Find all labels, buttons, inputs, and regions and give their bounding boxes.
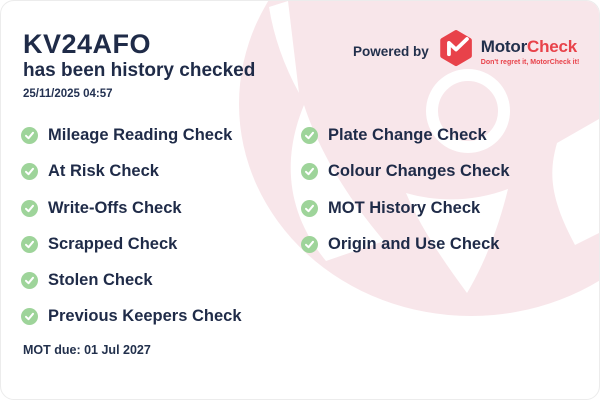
check-item-label: Stolen Check bbox=[48, 271, 153, 290]
check-item-label: Mileage Reading Check bbox=[48, 126, 233, 144]
check-item bbox=[301, 200, 510, 217]
check-circle-icon bbox=[21, 127, 38, 144]
powered-by-block bbox=[353, 29, 579, 74]
title-block bbox=[23, 31, 255, 100]
checks-right-column bbox=[301, 127, 510, 272]
check-item bbox=[21, 163, 242, 180]
check-item-label: Scrapped Check bbox=[48, 234, 178, 253]
check-item bbox=[301, 236, 510, 253]
check-item-label: Write-Offs Check bbox=[48, 198, 182, 217]
check-item-label: Origin and Use Check bbox=[328, 234, 500, 253]
brand-name-motor: Motor bbox=[480, 36, 527, 56]
check-circle-icon bbox=[301, 236, 318, 253]
motorcheck-m-check-icon bbox=[439, 29, 475, 74]
check-item bbox=[21, 308, 242, 325]
check-circle-icon bbox=[21, 272, 38, 289]
check-item-label: Previous Keepers Check bbox=[48, 307, 242, 326]
check-circle-icon bbox=[301, 200, 318, 217]
check-item-label: At Risk Check bbox=[48, 162, 159, 181]
check-circle-icon bbox=[301, 163, 318, 180]
checked-timestamp: 25/11/2025 04:57 bbox=[23, 88, 113, 100]
brand-name bbox=[481, 37, 577, 56]
registration-plate: KV24AFO bbox=[23, 29, 152, 59]
checks-left-column bbox=[21, 127, 242, 345]
check-item bbox=[21, 272, 242, 289]
check-item bbox=[301, 127, 510, 144]
check-item-label: MOT History Check bbox=[328, 198, 481, 217]
check-item-label: Colour Changes Check bbox=[328, 162, 510, 181]
page-subtitle: has been history checked bbox=[23, 60, 256, 81]
check-circle-icon bbox=[301, 127, 318, 144]
check-circle-icon bbox=[21, 163, 38, 180]
check-circle-icon bbox=[21, 236, 38, 253]
mot-due-text: MOT due: 01 Jul 2027 bbox=[23, 343, 151, 357]
check-item bbox=[21, 236, 242, 253]
brand-name-check: Check bbox=[527, 36, 578, 56]
check-circle-icon bbox=[21, 308, 38, 325]
check-item bbox=[21, 200, 242, 217]
check-circle-icon bbox=[21, 200, 38, 217]
check-item bbox=[21, 127, 242, 144]
brand-tagline: Don't regret it, MotorCheck it! bbox=[480, 58, 580, 66]
powered-by-label: Powered by bbox=[353, 44, 429, 59]
check-item bbox=[301, 163, 510, 180]
check-item-label: Plate Change Check bbox=[328, 126, 487, 144]
brand-block bbox=[481, 38, 580, 66]
